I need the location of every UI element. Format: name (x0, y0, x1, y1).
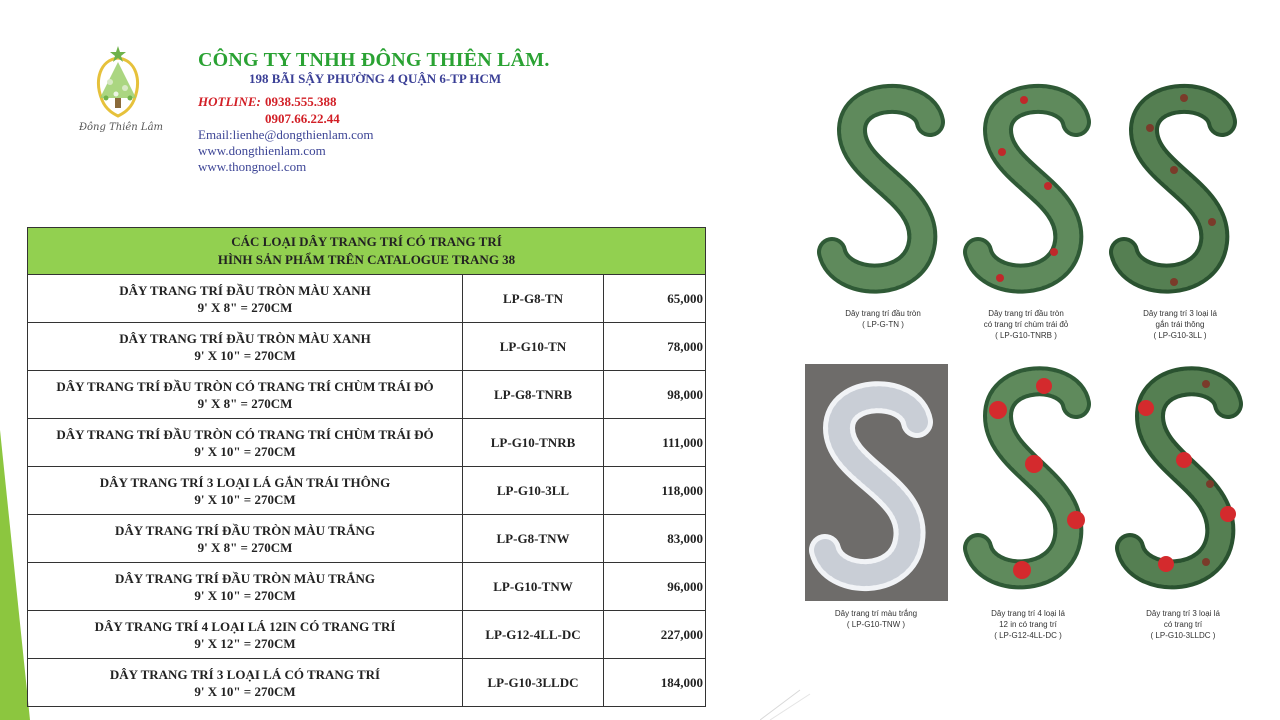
product-size: 9' X 12" = 270CM (194, 635, 296, 651)
product-caption (806, 608, 946, 630)
product-size: 9' X 8" = 270CM (197, 395, 293, 411)
product-name: DÂY TRANG TRÍ 4 LOẠI LÁ 12IN CÓ TRANG TRÍ (94, 618, 396, 634)
product-name: DÂY TRANG TRÍ 3 LOẠI LÁ GẮN TRÁI THÔNG (99, 474, 391, 490)
table-row (28, 275, 706, 323)
garland-photo-pine-cones (1104, 82, 1246, 302)
caption-line: ( LP-G-TN ) (862, 320, 904, 329)
caption-line: Dây trang trí đầu tròn (845, 309, 921, 318)
garland-photo-red-berries (958, 82, 1100, 302)
product-description (28, 515, 463, 563)
product-name: DÂY TRANG TRÍ ĐẦU TRÒN CÓ TRANG TRÍ CHÙM TRÁI ĐỎ (56, 378, 434, 394)
table-header-line-2: HÌNH SẢN PHẨM TRÊN CATALOGUE TRANG 38 (217, 252, 516, 267)
product-name: DÂY TRANG TRÍ ĐẦU TRÒN MÀU TRẮNG (114, 522, 376, 538)
caption-line: ( LP-G10-TNW ) (846, 620, 906, 629)
hotline-label: HOTLINE: (198, 94, 261, 109)
table-row (28, 419, 706, 467)
caption-line: ( LP-G10-3LLDC ) (1150, 631, 1216, 640)
table-row (28, 323, 706, 371)
product-description (28, 371, 463, 419)
caption-line: Dây trang trí màu trắng (834, 609, 918, 618)
product-description (28, 563, 463, 611)
product-code: LP-G12-4LL-DC (463, 611, 604, 659)
product-code: LP-G10-TNW (463, 563, 604, 611)
garland-photo-poinsettia (958, 364, 1100, 601)
garland-photo-green (812, 82, 954, 302)
hotline-phone-2: 0907.66.22.44 (265, 111, 340, 126)
product-caption (1113, 608, 1253, 641)
product-price: 118,000 (604, 467, 706, 515)
product-size: 9' X 10" = 270CM (194, 587, 296, 603)
product-size: 9' X 8" = 270CM (197, 299, 293, 315)
table-header-line-1: CÁC LOẠI DÂY TRANG TRÍ CÓ TRANG TRÍ (231, 234, 502, 249)
product-size: 9' X 10" = 270CM (194, 683, 296, 699)
garland-photo-white (805, 364, 948, 601)
table-row (28, 611, 706, 659)
table-row (28, 515, 706, 563)
product-name: DÂY TRANG TRÍ 3 LOẠI LÁ CÓ TRANG TRÍ (109, 666, 381, 682)
product-price: 96,000 (604, 563, 706, 611)
product-size: 9' X 10" = 270CM (194, 491, 296, 507)
table-row (28, 371, 706, 419)
website-link-2[interactable]: www.thongnoel.com (198, 159, 307, 174)
table-header-row (28, 228, 706, 275)
product-code: LP-G10-3LLDC (463, 659, 604, 707)
product-description (28, 419, 463, 467)
product-caption (958, 608, 1098, 641)
product-size: 9' X 10" = 270CM (194, 443, 296, 459)
caption-line: gắn trái thông (1155, 320, 1205, 329)
table-row (28, 467, 706, 515)
caption-line: có trang trí chùm trái đỏ (983, 320, 1069, 329)
table-header (28, 228, 706, 275)
caption-line: Dây trang trí đầu tròn (988, 309, 1064, 318)
company-address: 198 BÃI SẬY PHƯỜNG 4 QUẬN 6-TP HCM (249, 71, 502, 86)
logo-text: Đông Thiên Lâm (78, 122, 164, 133)
caption-line: ( LP-G10-3LL ) (1153, 331, 1207, 340)
caption-line: 12 in có trang trí (999, 620, 1057, 629)
caption-line: Dây trang trí 3 loại lá (1146, 609, 1220, 618)
product-code: LP-G8-TNW (463, 515, 604, 563)
product-description (28, 275, 463, 323)
product-name: DÂY TRANG TRÍ ĐẦU TRÒN CÓ TRANG TRÍ CHÙM TRÁI ĐỎ (56, 426, 434, 442)
product-size: 9' X 8" = 270CM (197, 539, 293, 555)
product-description (28, 611, 463, 659)
left-accent-shape (0, 0, 30, 720)
website-link-1[interactable]: www.dongthienlam.com (198, 143, 326, 158)
caption-line: Dây trang trí 4 loại lá (991, 609, 1065, 618)
christmas-tree-logo-icon (70, 40, 165, 122)
product-name: DÂY TRANG TRÍ ĐẦU TRÒN MÀU TRẮNG (114, 570, 376, 586)
product-description (28, 467, 463, 515)
caption-line: có trang trí (1163, 620, 1203, 629)
price-table (27, 227, 706, 707)
caption-line: ( LP-G12-4LL-DC ) (994, 631, 1062, 640)
product-name: DÂY TRANG TRÍ ĐẦU TRÒN MÀU XANH (119, 330, 371, 346)
company-name: CÔNG TY TNHH ĐÔNG THIÊN LÂM. (198, 49, 550, 71)
company-logo (70, 40, 165, 150)
bottom-right-accent-lines (760, 680, 1280, 720)
product-code: LP-G8-TN (463, 275, 604, 323)
product-caption (1110, 308, 1250, 341)
product-code: LP-G10-TN (463, 323, 604, 371)
product-price: 184,000 (604, 659, 706, 707)
product-price: 227,000 (604, 611, 706, 659)
product-price: 111,000 (604, 419, 706, 467)
product-caption (813, 308, 953, 330)
product-code: LP-G8-TNRB (463, 371, 604, 419)
product-price: 78,000 (604, 323, 706, 371)
product-description (28, 659, 463, 707)
caption-line: Dây trang trí 3 loại lá (1143, 309, 1217, 318)
garland-photo-decorated (1110, 364, 1252, 601)
caption-line: ( LP-G10-TNRB ) (995, 331, 1057, 340)
hotline-phone-1: 0938.555.388 (265, 94, 337, 109)
product-code: LP-G10-3LL (463, 467, 604, 515)
product-size: 9' X 10" = 270CM (194, 347, 296, 363)
table-row (28, 563, 706, 611)
product-caption (956, 308, 1096, 341)
table-row (28, 659, 706, 707)
product-name: DÂY TRANG TRÍ ĐẦU TRÒN MÀU XANH (119, 282, 371, 298)
email-link[interactable]: Email:lienhe@dongthienlam.com (198, 127, 374, 142)
product-price: 65,000 (604, 275, 706, 323)
product-description (28, 323, 463, 371)
product-code: LP-G10-TNRB (463, 419, 604, 467)
product-price: 98,000 (604, 371, 706, 419)
product-price: 83,000 (604, 515, 706, 563)
